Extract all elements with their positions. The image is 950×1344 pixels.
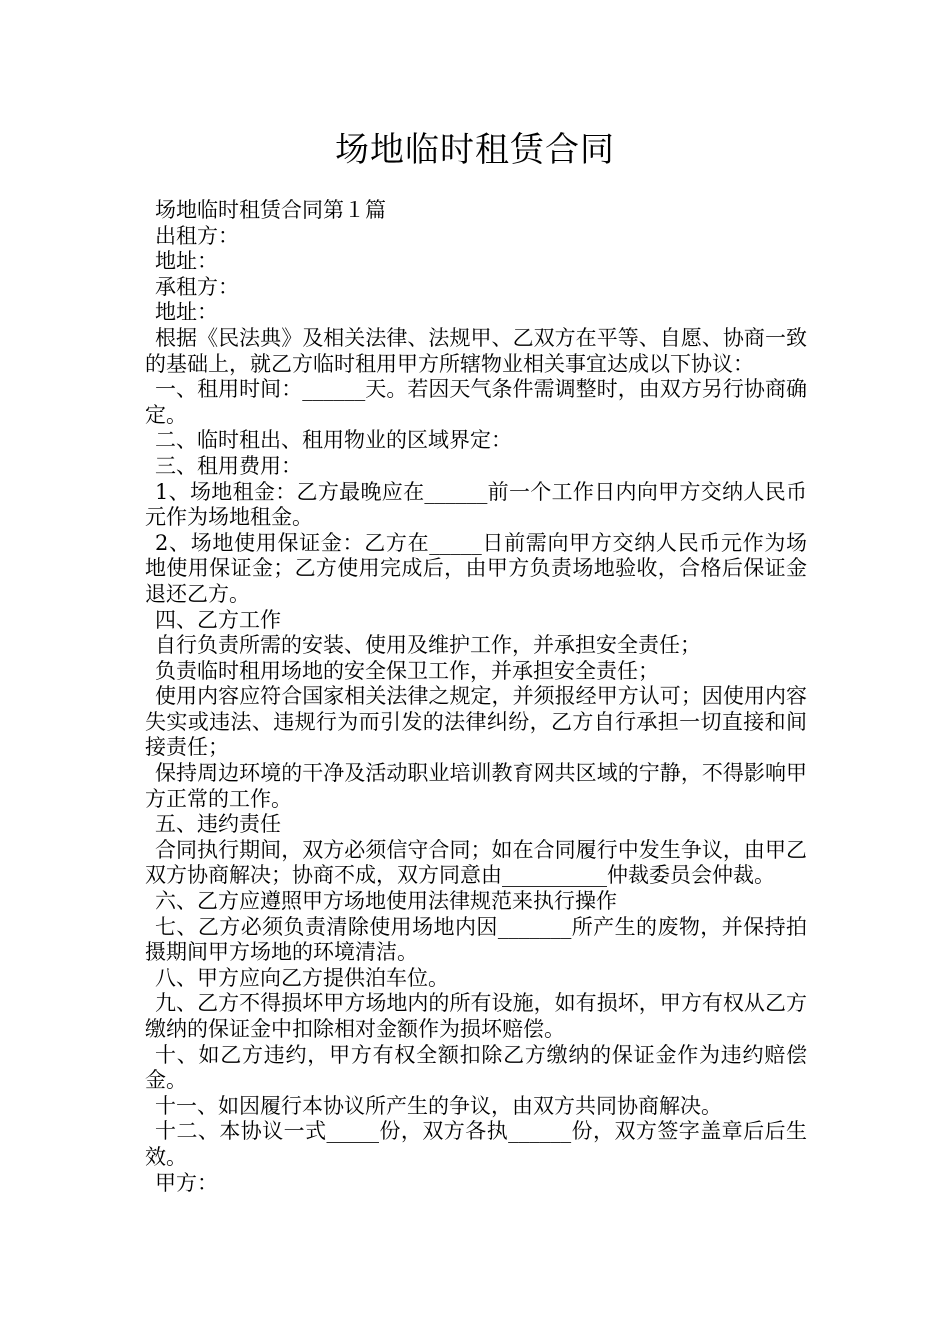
paragraph-clause-9: 九、乙方不得损坏甲方场地内的所有设施，如有损坏，甲方有权从乙方缴纳的保证金中扣除相对金额作为损坏赔偿。	[145, 991, 807, 1041]
document-title: 场地临时租赁合同	[335, 130, 615, 170]
paragraph-clause-3-2: 2、场地使用保证金：乙方在_____日前需向甲方交纳人民币元作为场地使用保证金；乙方使用完成后，由甲方负责场地验收，合格后保证金退还乙方。	[145, 530, 807, 606]
paragraph-clause-6: 六、乙方应遵照甲方场地使用法律规范来执行操作	[155, 889, 617, 914]
paragraph-clause-4: 四、乙方工作	[155, 607, 281, 632]
paragraph-clause-5-a: 合同执行期间，双方必须信守合同；如在合同履行中发生争议，由甲乙双方协商解决；协商不成，双方同意由__________仲裁委员会仲裁。	[145, 837, 807, 888]
paragraph-clause-7: 七、乙方必须负责清除使用场地内因_______所产生的废物，并保持拍摄期间甲方场地的环境清洁。	[145, 914, 807, 965]
paragraph-clause-4-b: 负责临时租用场地的安全保卫工作，并承担安全责任；	[155, 658, 659, 683]
paragraph-clause-4-d: 保持周边环境的干净及活动职业培训教育网共区域的宁静，不得影响甲方正常的工作。	[145, 761, 807, 811]
paragraph-clause-12: 十二、本协议一式_____份，双方各执______份，双方签字盖章后后生效。	[145, 1119, 807, 1169]
paragraph-clause-11: 十一、如因履行本协议所产生的争议，由双方共同协商解决。	[155, 1093, 722, 1118]
paragraph-clause-3: 三、租用费用：	[155, 453, 302, 478]
document-body	[145, 198, 807, 1196]
paragraph-clause-5: 五、违约责任	[155, 812, 281, 837]
paragraph-clause-3-1: 1、场地租金：乙方最晚应在______前一个工作日内向甲方交纳人民币元作为场地租金。	[145, 479, 807, 530]
paragraph-lessor: 出租方：	[155, 223, 239, 248]
paragraph-clause-8: 八、甲方应向乙方提供泊车位。	[155, 965, 449, 990]
paragraph-clause-4-c: 使用内容应符合国家相关法律之规定，并须报经甲方认可；因使用内容失实或违法、违规行为而引发的法律纠纷，乙方自行承担一切直接和间接责任；	[145, 684, 807, 760]
paragraph-clause-10: 十、如乙方违约，甲方有权全额扣除乙方缴纳的保证金作为违约赔偿金。	[145, 1042, 807, 1093]
paragraph-party-a: 甲方：	[155, 1170, 218, 1195]
paragraph-clause-4-a: 自行负责所需的安装、使用及维护工作，并承担安全责任；	[155, 633, 701, 658]
paragraph-preamble: 根据《民法典》及相关法律、法规甲、乙双方在平等、自愿、协商一致的基础上，就乙方临时租用甲方所辖物业相关事宜达成以下协议：	[145, 325, 807, 376]
paragraph-heading: 场地临时租赁合同第１篇	[155, 198, 386, 222]
paragraph-lessee: 承租方：	[155, 274, 239, 299]
paragraph-lessor-address: 地址：	[155, 249, 218, 274]
paragraph-clause-2: 二、临时租出、租用物业的区域界定：	[155, 428, 512, 453]
paragraph-lessee-address: 地址：	[155, 300, 218, 325]
paragraph-clause-1: 一、租用时间：______天。若因天气条件需调整时，由双方另行协商确定。	[145, 377, 807, 427]
